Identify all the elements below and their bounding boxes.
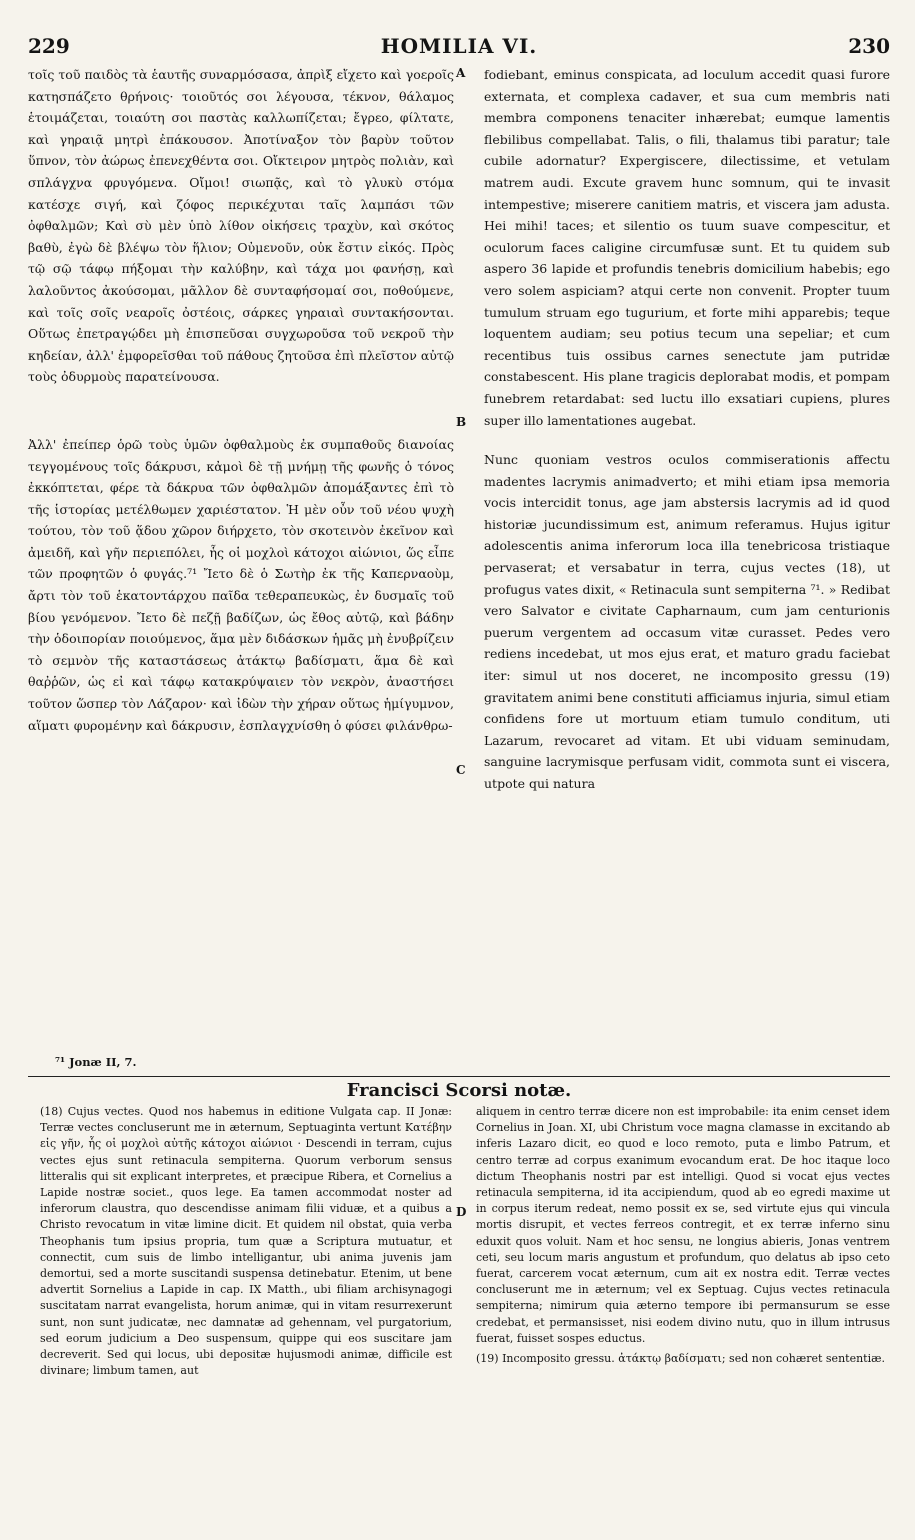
divider-rule (28, 1076, 890, 1077)
page-header (28, 34, 890, 58)
note-paragraph: (19) Incomposito gressu. ἀτάκτῳ βαδίσματι; sed non cohæret sententiæ. (476, 1352, 885, 1366)
latin-paragraph: Nunc quoniam vestros oculos commiserationis affectu madentes lacrymis animadverto; et mihi etiam ipsa memoria vocis intercidit tonus, age jam abstersis lacrymis ad id quod historiæ jucundissimum est, animum referamus. Hujus igitur adolescentis anima inferorum loca illa tenebricosa tristiaque pervaserat; et versabatur in terra, cujus vectes (18), ut profugus vates dixit, « Retinacula sunt sempiterna ⁷¹. » Redibat vero Salvator e civitate Capharnaum, cum jam centurionis puerum vergentem ad occasum vitæ curasset. Pedes vero rediens incedebat, ut mos ejus erat, et maturo gradu faciebat iter: simul ut nos doceret, ne incomposito gressu (19) gravitatem animi bene constituti afficiamus injuria, simul etiam confidens fore ut mortuum etiam tumulo conditum, uti Lazarum, revocaret ad vitam. Et ubi viduam seminudam, sanguine lacrymisque perfusam vidit, commota sunt ei viscera, utpote qui natura (484, 452, 890, 791)
margin-letter: D (456, 1205, 467, 1219)
page-number-right: 230 (848, 34, 890, 58)
page-number-left: 229 (28, 34, 70, 58)
greek-paragraph: τοῖς τοῦ παιδὸς τὰ ἑαυτῆς συναρμόσασα, ἀπρὶξ εἴχετο καὶ γοεροῖς κατησπάζετο θρήνοις· τοιοῦτός σοι λέγουσα, τέκνον, θάλαμος ἑτοιμάζεται, τοιαύτη σοι παστὰς καλλωπίζεται; ἔγρεο, φίλτατε, καὶ γηραιᾷ μητρὶ ἐπάκουσον. Ἀποτίναξον τὸν βαρὺν τοῦτον ὕπνον, τὸν ἀώρως ἐπενεχθέντα σοι. Οἴκτειρον μητρὸς πολιὰν, καὶ σπλάγχνα φρυγόμενα. Οἴμοι! σιωπᾷς, καὶ τὸ γλυκὺ στόμα κατέσχε σιγή, καὶ ζόφος περικέχυται ταῖς λαμπάσι τῶν ὀφθαλμῶν; Καὶ σὺ μὲν ὑπὸ λίθον οἰκήσεις τραχὺν, καὶ σκότος βαθὺ, ἐγὼ δὲ βλέψω τὸν ἥλιον; Οὐμενοῦν, οὐκ ἔστιν εἰκός. Πρὸς τῷ σῷ τάφῳ πήξομαι τὴν καλύβην, καὶ τάχα μοι φανήσῃ, καὶ λαλοῦντος ἀκούσομαι, μᾶλλον δὲ συνταφήσομαί σοι, ποθούμενε, καὶ τοῖς σοῖς νεαροῖς ὀστέοις, σάρκες γηραιαὶ συντακήσονται. Οὕτως ἐπετραγῴδει μὴ ἐπισπεῦσαι συγχωροῦσα τοῦ νεκροῦ τὴν κηδείαν, ἀλλ' ἐμφορεῖσθαι τοῦ πάθους ζητοῦσα ἐπὶ πλεῖστον αὐτῷ τοὺς ὀδυρμοὺς παρατείνουσα. (28, 67, 454, 385)
margin-letter: C (456, 763, 466, 777)
notes-title: Francisci Scorsi notæ. (346, 1080, 572, 1101)
greek-footnote: ⁷¹ Jonæ II, 7. (55, 1055, 137, 1069)
greek-column (28, 64, 454, 736)
notes-column-left (40, 1104, 452, 1379)
latin-column (484, 64, 890, 795)
margin-letter: B (456, 415, 467, 429)
note-paragraph: (18) Cujus vectes. Quod nos habemus in editione Vulgata cap. II Jonæ: Terræ vectes concluserunt me in æternum, Septuaginta vertunt Κατέβην εἰς γῆν, ἧς οἱ μοχλοὶ αὐτῆς κάτοχοι αἰώνιοι · Descendi in terram, cujus vectes ejus sunt retinacula sempiterna. Quorum verborum sensus litteralis qui sit explicant interpretes, et præcipue Ribera, et Cornelius a Lapide nostræ societ., quos lege. Ea tamen accommodat noster ad inferorum claustra, quo descendisse animam filii viduæ, et a quibus a Christo revocatum in vitæ limine dicit. Et quidem nil obstat, quia verba Theophanis tum ipsius propria, tum quæ a Scriptura mutuatur, et connectit, cum suis de limbo intelligantur, ubi anima juvenis jam demortui, sed a morte suscitandi suspensa detinebatur. Etenim, ut bene advertit Sornelius a Lapide in cap. IX Matth., ubi filiam archisynagogi suscitatam narrat evangelista, horum animæ, qui in vitam resurrexerunt sunt, non sunt judicatæ, nec damnatæ ad gehennam, vel purgatorium, sed eorum judicium a Deo suspensum, quippe qui eos suscitare jam decreverit. Sed qui locus, ubi depositæ hujusmodi animæ, difficile est divinare; limbum tamen, aut (40, 1105, 452, 1378)
notes-column-right (476, 1104, 890, 1367)
greek-paragraph: Ἀλλ' ἐπείπερ ὁρῶ τοὺς ὑμῶν ὀφθαλμοὺς ἐκ συμπαθοῦς διανοίας τεγγομένους τοῖς δάκρυσι, κἀμοὶ δὲ τῇ μνήμῃ τῆς φωνῆς ὁ τόνος ἐκκόπτεται, φέρε τὰ δάκρυα τῶν ὀφθαλμῶν ἀπομάξαντες ἐπὶ τὸ τῆς ἱστορίας μετέλθωμεν χαριέστατον. Ἡ μὲν οὖν τοῦ νέου ψυχὴ τούτου, τὸν τοῦ ᾅδου χῶρον διήρχετο, τὸν σκοτεινὸν ἐκεῖνον καὶ ἀμειδῆ, καὶ γῆν περιεπόλει, ἧς οἱ μοχλοὶ κάτοχοι αἰώνιοι, ὥς εἶπε τῶν προφητῶν ὁ φυγάς.⁷¹ Ἴετο δὲ ὁ Σωτὴρ ἐκ τῆς Καπερναοὺμ, ἄρτι τὸν τοῦ ἑκατοντάρχου παῖδα τεθεραπευκὼς, ἐν δυσμαῖς τοῦ βίου γενόμενον. Ἴετο δὲ πεζῇ βαδίζων, ὡς ἔθος αὐτῷ, καὶ βάδην τὴν ὁδοιπορίαν ποιούμενος, ἅμα μὲν διδάσκων ἡμᾶς μὴ ἐνυβρίζειν τὸ σεμνὸν τῆς καταστάσεως ἀτάκτῳ βαδίσματι, ἅμα δὲ καὶ θαῤῥῶν, ὡς εἰ καὶ τάφῳ κατακρύψαιεν τὸν νεκρὸν, ἀναστήσει τοῦτον ὥσπερ τὸν Λάζαρον· καὶ ἰδὼν τὴν χήραν οὕτως ἡμίγυμνον, αἵματι φυρομένην καὶ δάκρυσιν, ἐσπλαγχνίσθη ὁ φύσει φιλάνθρω- (28, 436, 454, 733)
running-title: HOMILIA VI. (380, 34, 538, 58)
latin-paragraph: fodiebant, eminus conspicata, ad loculum accedit quasi furore externata, et complexa cadaver, et sua cum membris nati membra componens tenaciter inhærebat; eumque lamentis flebilibus compellabat. Talis, o fili, thalamus tibi paratur; tale cubile adornatur? Expergiscere, dilectissime, et vetulam matrem audi. Excute gravem hunc somnum, qui te invasit intempestive; miserere canitiem matris, et viscera jam adusta. Hei mihi! taces; et silentio os tuum suave compescitur, et oculorum faces caligine circumfusæ sunt. Et tu quidem sub aspero 36 lapide et profundis tenebris domicilium habebis; ego vero solem aspiciam? atqui certe non convenit. Propter tuum tumulum struam ego tugurium, et forte mihi apparebis; teque loquentem audiam; seu potius tecum una sepeliar; et cum recentibus tuis ossibus carnes senectute jam putridæ constabescent. His plane tragicis deplorabat modis, et pompam funebrem retardabat: sed luctu illo exsatiari cupiens, plures super illo lamentationes augebat. (484, 67, 890, 428)
margin-letter: A (456, 66, 466, 80)
note-paragraph: aliquem in centro terræ dicere non est improbabile: ita enim censet idem Cornelius in Joan. XI, ubi Christum voce magna clamasse in excitando ab inferis Lazaro dicit, eo quod e loco remoto, puta e limbo Patrum, et centro terræ ad corpus exanimum evocandum erat. De hoc itaque loco dictum Theophanis nostri par est intelligi. Quod si vocat ejus vectes retinacula sempiterna, id ita accipiendum, quod ab eo egredi maxime ut in corpus iterum redeat, nemo possit ex se, sed virtute ejus qui vincula mortis disrupit, et vectes ferreos contregit, et ex terræ inferno sinu eduxit quos voluit. Nam et hoc sensu, ne longius abieris, Jonas ventrem ceti, seu locum maris angustum et profundum, quo delatus ab ipso ceto fuerat, carcerem vocat æternum, cum ait ex nostra edit. Terræ vectes concluserunt me in æternum; vel ex Septuag. Cujus vectes retinacula sempiterna; nimirum quia æterno tempore ibi permansurum se esse credebat, et permansisset, nisi eodem divino nutu, quo in illum intrusus fuerat, fuisset sospes eductus. (476, 1105, 890, 1345)
